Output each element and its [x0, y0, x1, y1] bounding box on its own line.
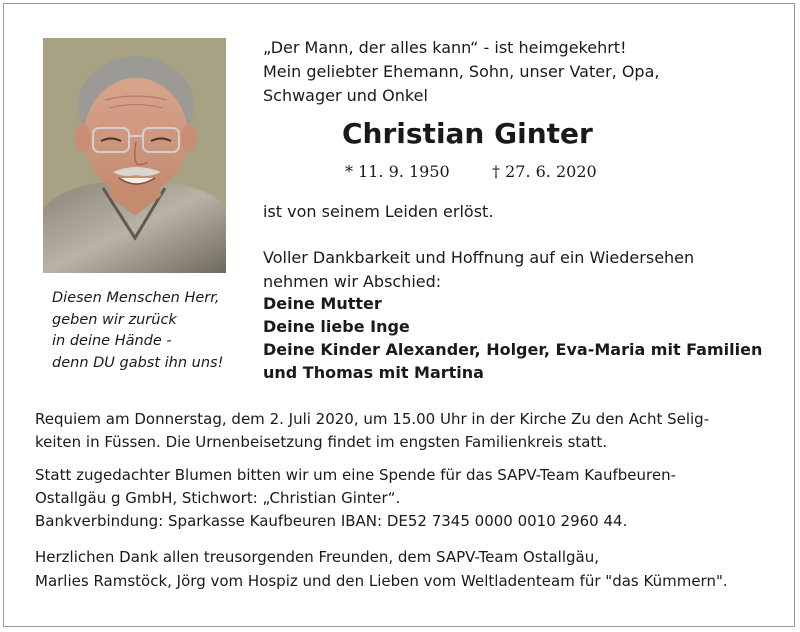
deceased-name: Christian Ginter [342, 117, 593, 150]
thanks-line-1: Herzlichen Dank allen treusorgenden Freunden, dem SAPV-Team Ostallgäu, [35, 548, 600, 566]
requiem-line-1: Requiem am Donnerstag, dem 2. Juli 2020, um 15.00 Uhr in der Kirche Zu den Acht Selig- [35, 410, 710, 428]
verse-line: geben wir zurück [52, 311, 177, 328]
intro-line-1: „Der Mann, der alles kann“ - ist heimgekehrt! [263, 38, 627, 57]
verse-line: Diesen Menschen Herr, [52, 290, 220, 306]
intro-line-2: Mein geliebter Ehemann, Sohn, unser Vater, Opa, [263, 62, 660, 81]
released-text: ist von seinem Leiden erlöst. [263, 202, 494, 221]
mourner: Deine Mutter [263, 294, 382, 313]
farewell-line-1: Voller Dankbarkeit und Hoffnung auf ein Wiedersehen [263, 248, 695, 267]
birth-date: * 11. 9. 1950 [345, 162, 450, 181]
intro-line-3: Schwager und Onkel [263, 86, 428, 105]
mourner: Deine Kinder Alexander, Holger, Eva-Maria mit Familien [263, 340, 763, 359]
requiem-line-2: keiten in Füssen. Die Urnenbeisetzung findet im engsten Familienkreis statt. [35, 433, 608, 451]
bank-details: Bankverbindung: Sparkasse Kaufbeuren IBAN: DE52 7345 0000 0010 2960 44. [35, 512, 628, 530]
thanks-line-2: Marlies Ramstöck, Jörg vom Hospiz und den Lieben vom Weltladenteam für "das Kümmern". [35, 572, 728, 590]
verse [52, 288, 232, 374]
mourner: und Thomas mit Martina [263, 363, 484, 382]
death-date: † 27. 6. 2020 [492, 162, 597, 181]
portrait-photo [43, 38, 226, 273]
donation-line-1: Statt zugedachter Blumen bitten wir um eine Spende für das SAPV-Team Kaufbeuren- [35, 466, 677, 484]
portrait-drawing [43, 38, 226, 273]
verse-line: in deine Hände - [52, 333, 172, 349]
donation-line-2: Ostallgäu g GmbH, Stichwort: „Christian Ginter“. [35, 489, 401, 507]
farewell-line-2: nehmen wir Abschied: [263, 272, 442, 291]
mourner: Deine liebe Inge [263, 317, 410, 336]
verse-line: denn DU gabst ihn uns! [52, 354, 224, 371]
